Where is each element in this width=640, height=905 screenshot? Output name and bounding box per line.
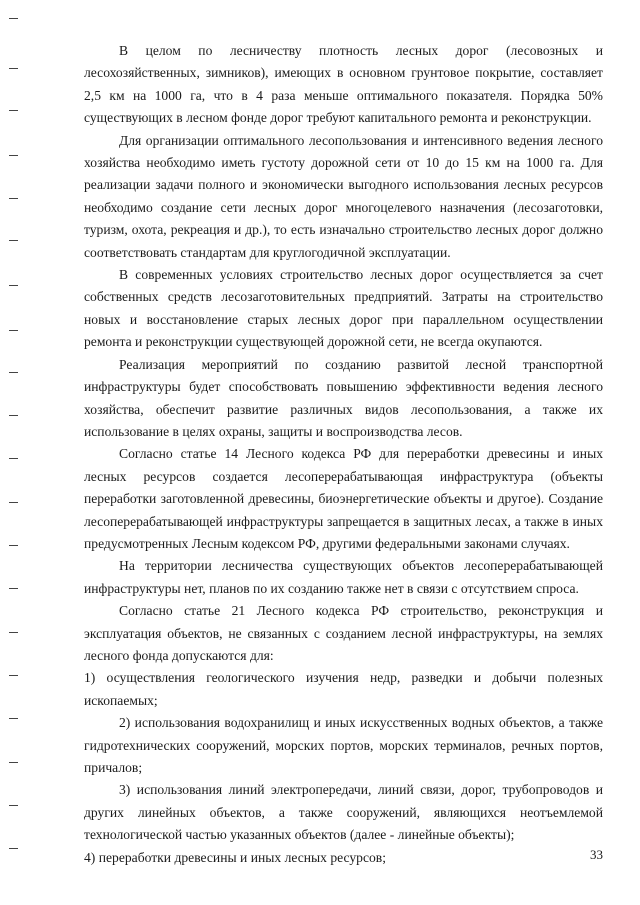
margin-tick bbox=[9, 18, 18, 19]
margin-tick bbox=[9, 240, 18, 241]
list-item: 3) использования линий электропередачи, линий связи, дорог, трубопроводов и других линейных объектов, а также сооружений, являющихся неотъемлемой технологической частью указанных объектов (далее - линейные объекты); bbox=[84, 782, 603, 843]
margin-tick bbox=[9, 588, 18, 589]
margin-tick bbox=[9, 545, 18, 546]
list-item: 1) осуществления геологического изучения недр, разведки и добычи полезных ископаемых; bbox=[84, 670, 603, 708]
list-item: 2) использования водохранилищ и иных искусственных водных объектов, а также гидротехнических сооружений, морских портов, морских терминалов, речных портов, причалов; bbox=[84, 715, 603, 775]
margin-tick bbox=[9, 155, 18, 156]
margin-tick bbox=[9, 330, 18, 331]
margin-tick bbox=[9, 110, 18, 111]
list-item: 4) переработки древесины и иных лесных ресурсов; bbox=[84, 849, 387, 865]
margin-tick bbox=[9, 632, 18, 633]
binding-margin-marks bbox=[9, 0, 23, 905]
margin-tick bbox=[9, 675, 18, 676]
margin-tick bbox=[9, 805, 18, 806]
document-body bbox=[84, 40, 603, 869]
paragraph: На территории лесничества существующих объектов лесоперерабатывающей инфраструктуры нет, планов по их созданию также нет в связи с отсутствием спроса. bbox=[84, 558, 603, 596]
margin-tick bbox=[9, 198, 18, 199]
paragraph: Согласно статье 21 Лесного кодекса РФ строительство, реконструкция и эксплуатация объектов, не связанных с созданием лесной инфраструктуры, на землях лесного фонда допускаются для: bbox=[84, 603, 603, 663]
margin-tick bbox=[9, 458, 18, 459]
margin-tick bbox=[9, 762, 18, 763]
margin-tick bbox=[9, 848, 18, 849]
paragraph: В современных условиях строительство лесных дорог осуществляется за счет собственных средств лесозаготовительных предприятий. Затраты на строительство новых и восстановление старых лесных дорог при параллельном осуществлении ремонта и реконструкции существующей дорожной сети, не всегда окупаются. bbox=[84, 267, 603, 350]
margin-tick bbox=[9, 502, 18, 503]
paragraph: Для организации оптимального лесопользования и интенсивного ведения лесного хозяйства необходимо иметь густоту дорожной сети от 10 до 15 км на 1000 га. Для реализации задачи полного и экономически выгодного использования лесных ресурсов необходимо создание сети лесных дорог многоцелевого назначения (лесозаготовки, туризм, охота, рекреация и др.), то есть изначально строительство лесных дорог должно соответствовать стандартам для круглогодичной эксплуатации. bbox=[84, 132, 603, 260]
margin-tick bbox=[9, 718, 18, 719]
margin-tick bbox=[9, 415, 18, 416]
paragraph: Согласно статье 14 Лесного кодекса РФ для переработки древесины и иных лесных ресурсов создается лесоперерабатывающая инфраструктура (объекты переработки заготовленной древесины, биоэнергетические объекты и другое). Создание лесоперерабатывающей инфраструктуры запрещается в защитных лесах, а также в иных предусмотренных Лесным кодексом РФ, другими федеральными законами случаях. bbox=[84, 446, 603, 551]
paragraph: В целом по лесничеству плотность лесных дорог (лесовозных и лесохозяйственных, зимников), имеющих в основном грунтовое покрытие, составляет 2,5 км на 1000 га, что в 4 раза меньше оптимального показателя. Порядка 50% существующих в лесном фонде дорог требуют капитального ремонта и реконструкции. bbox=[84, 43, 603, 126]
paragraph: Реализация мероприятий по созданию развитой лесной транспортной инфраструктуры будет способствовать повышению эффективности ведения лесного хозяйства, обеспечит развитие различных видов лесопользования, а также их использование в целях охраны, защиты и воспроизводства лесов. bbox=[84, 356, 603, 439]
margin-tick bbox=[9, 285, 18, 286]
page-number: 33 bbox=[590, 847, 603, 862]
margin-tick bbox=[9, 372, 18, 373]
margin-tick bbox=[9, 68, 18, 69]
